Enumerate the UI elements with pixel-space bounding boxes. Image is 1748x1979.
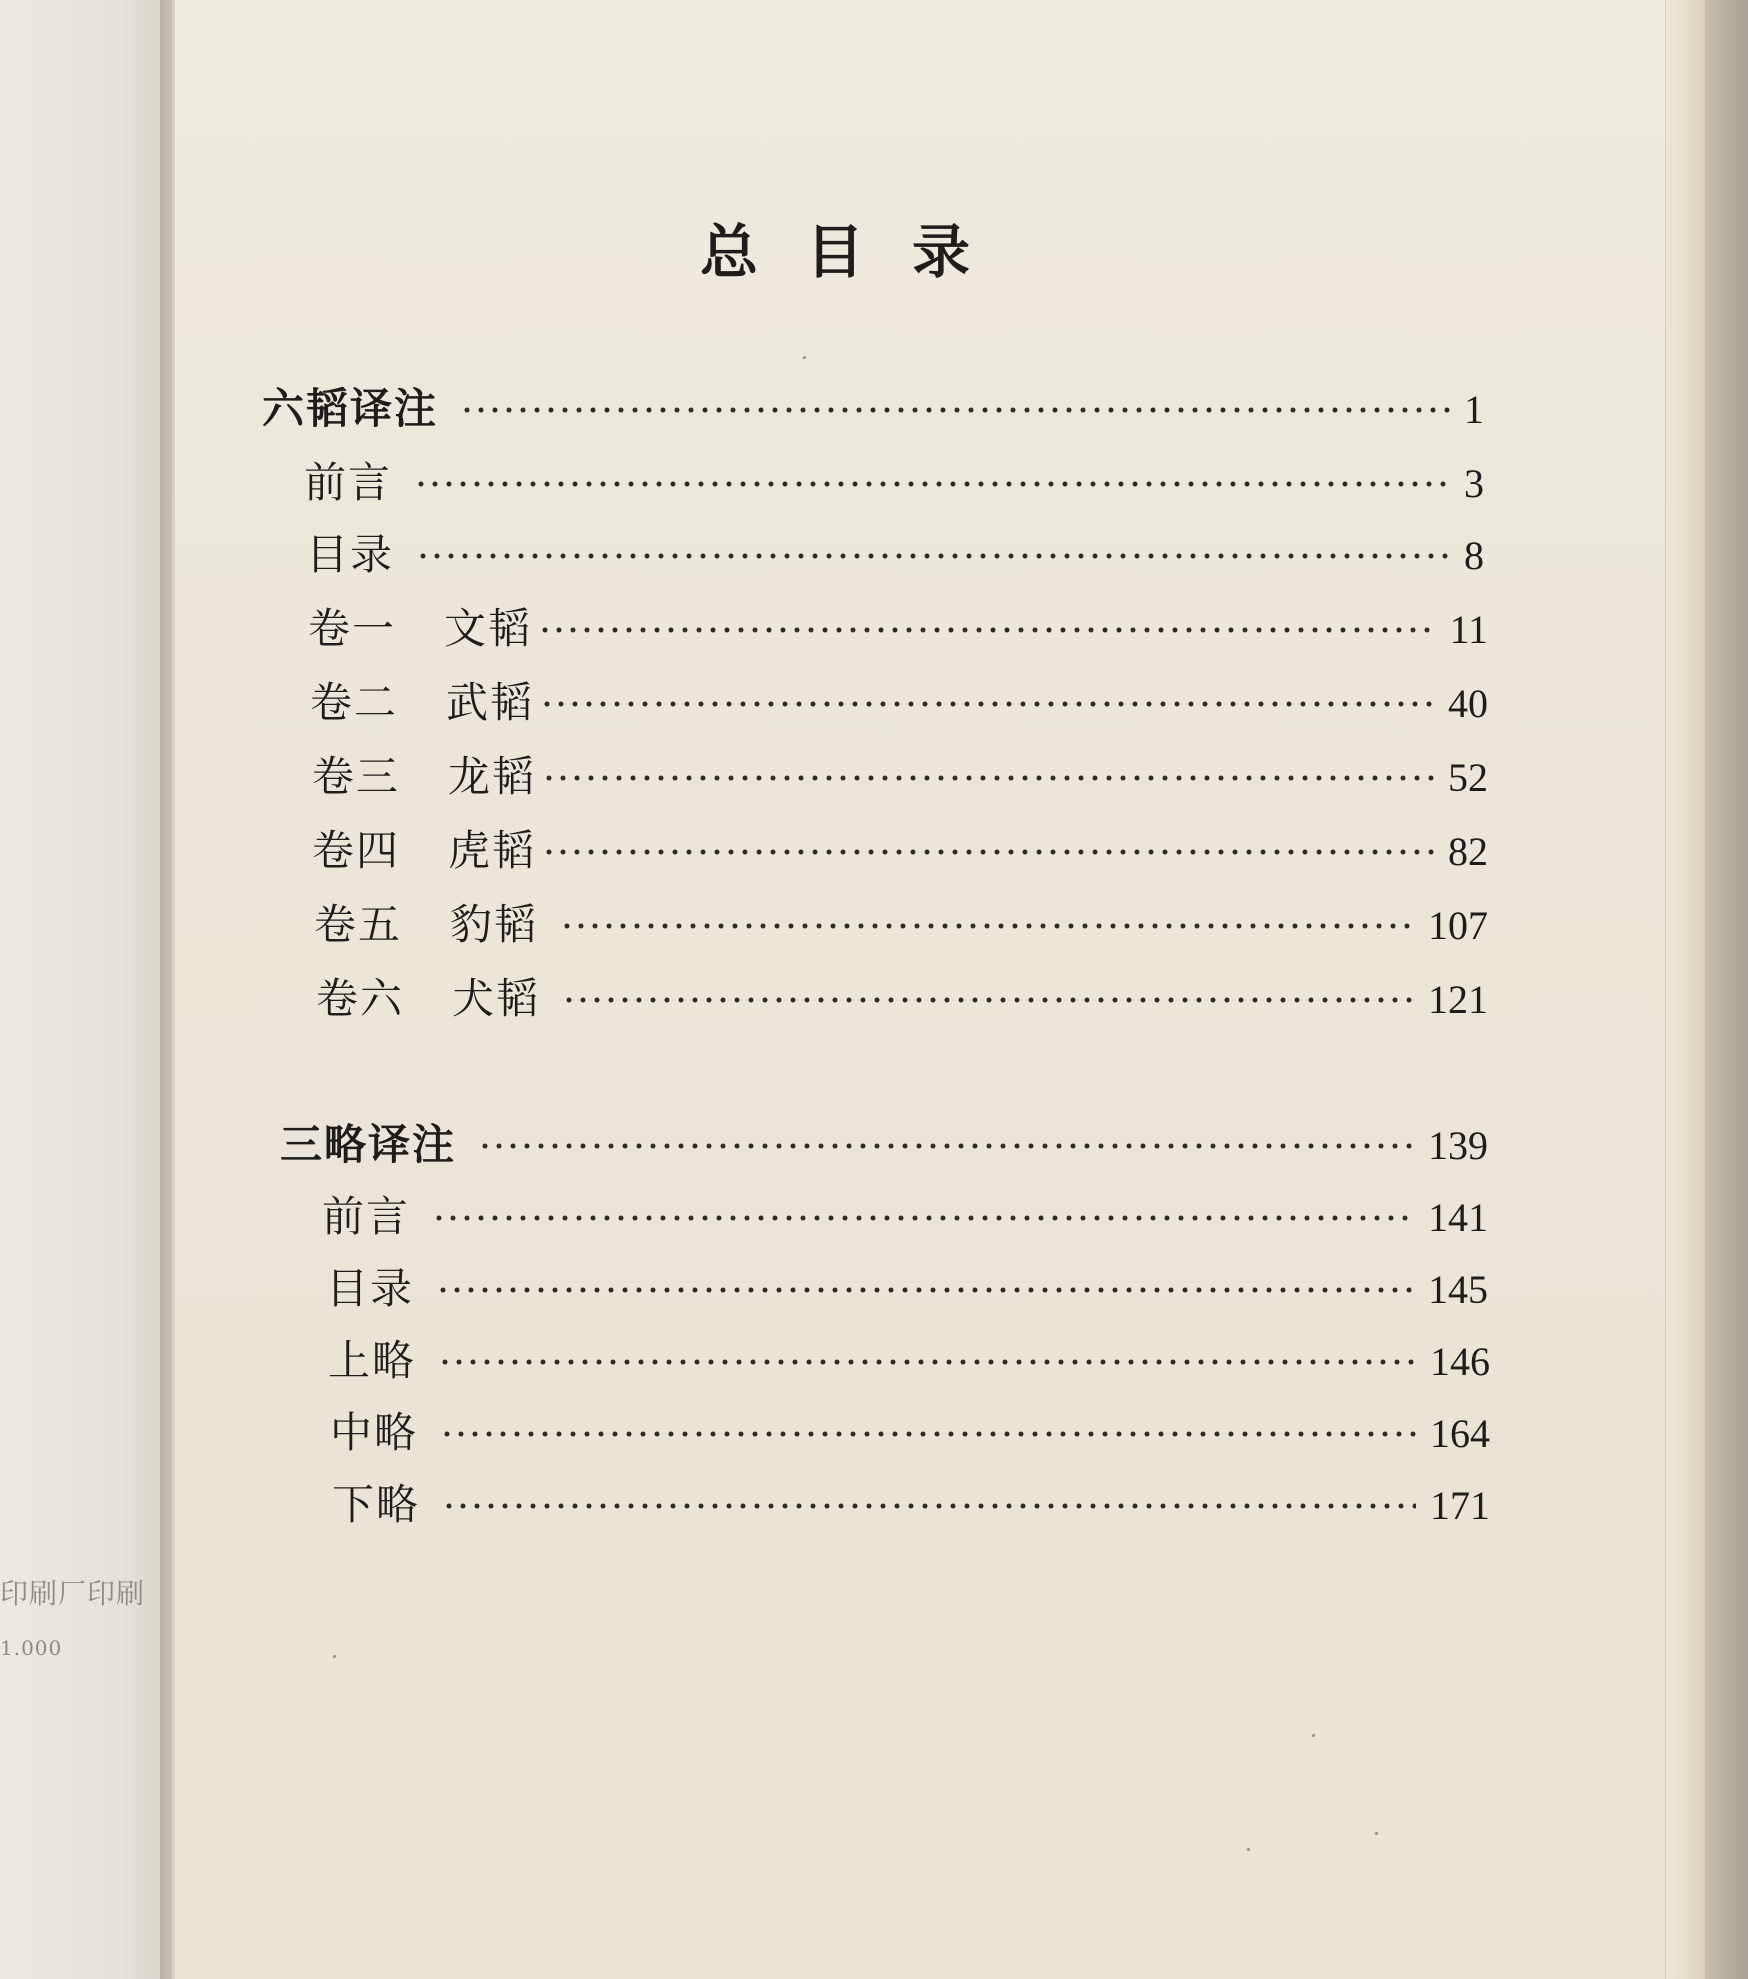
dot-leader [538, 626, 1435, 634]
toc-chapter: 武韬 [446, 678, 535, 727]
toc-section-heading[interactable] [280, 1112, 1488, 1168]
toc-chapter: 犬韬 [452, 974, 541, 1023]
toc-entry-label [308, 596, 532, 656]
toc-entry-label: 六韬译注 [262, 384, 439, 433]
dot-leader [542, 848, 1434, 856]
toc-entry[interactable] [316, 966, 1488, 1022]
toc-chapter: 豹韬 [450, 900, 539, 949]
toc-page-number: 141 [1428, 1195, 1488, 1240]
toc-entry[interactable] [314, 892, 1488, 948]
dot-leader [562, 996, 1414, 1004]
toc-volume: 卷六 [316, 974, 405, 1023]
dot-leader [438, 1358, 1416, 1366]
toc-page-number: 1 [1464, 387, 1484, 432]
toc-entry-label: 前言 [322, 1192, 411, 1241]
toc-volume: 卷五 [314, 900, 403, 949]
toc-entry-label: 三略译注 [280, 1120, 457, 1169]
toc-section-heading[interactable] [262, 376, 1484, 432]
dot-leader [542, 774, 1434, 782]
dot-leader [478, 1142, 1414, 1150]
toc-page-number: 146 [1430, 1339, 1490, 1384]
toc-entry[interactable] [326, 1256, 1488, 1312]
dot-leader [560, 922, 1414, 930]
toc-page-number: 145 [1428, 1267, 1488, 1312]
toc-page-number: 52 [1448, 755, 1488, 800]
toc-entry[interactable] [306, 522, 1484, 578]
dot-leader [414, 480, 1450, 488]
toc-entry-label: 中略 [330, 1408, 419, 1457]
imprint-number: 1.000 [0, 1636, 63, 1660]
left-page [0, 0, 172, 1979]
toc-entry[interactable] [310, 670, 1488, 726]
dot-leader [440, 1430, 1416, 1438]
book-cover-edge [1705, 0, 1748, 1979]
dot-leader [460, 406, 1450, 414]
page-title: 总目录 [700, 218, 1019, 286]
paper-speck [803, 356, 806, 359]
paper-speck [1312, 1734, 1315, 1737]
toc-page-number: 164 [1430, 1411, 1490, 1456]
toc-volume: 卷三 [312, 752, 401, 801]
dot-leader [432, 1214, 1414, 1222]
toc-page-number: 107 [1428, 903, 1488, 948]
paper-speck [1375, 1832, 1378, 1835]
page-edge [1687, 0, 1705, 1979]
toc-entry-label: 目录 [326, 1264, 415, 1313]
toc-page-number: 139 [1428, 1123, 1488, 1168]
toc-volume: 卷四 [312, 826, 401, 875]
dot-leader [540, 700, 1434, 708]
imprint-text: 印刷厂印刷 [0, 1577, 146, 1610]
dot-leader [442, 1502, 1416, 1510]
toc-entry-label [312, 818, 536, 878]
toc-volume: 卷二 [310, 678, 399, 727]
toc-entry[interactable] [330, 1400, 1490, 1456]
toc-page-number: 121 [1428, 977, 1488, 1022]
toc-chapter: 文韬 [444, 604, 533, 653]
toc-page-number: 3 [1464, 461, 1484, 506]
toc-page-number: 171 [1430, 1483, 1490, 1528]
toc-entry-label: 前言 [304, 458, 393, 507]
toc-entry-label: 上略 [328, 1336, 417, 1385]
toc-chapter: 龙韬 [448, 752, 537, 801]
toc-entry-label [316, 966, 540, 1026]
toc-page-number: 8 [1464, 533, 1484, 578]
toc-entry[interactable] [304, 450, 1484, 506]
toc-page-number: 40 [1448, 681, 1488, 726]
toc-entry[interactable] [328, 1328, 1490, 1384]
toc-chapter: 虎韬 [448, 826, 537, 875]
toc-entry[interactable] [312, 818, 1488, 874]
toc-entry[interactable] [312, 744, 1488, 800]
toc-entry-label [314, 892, 538, 952]
paper-speck [333, 1655, 336, 1658]
toc-page-number: 82 [1448, 829, 1488, 874]
dot-leader [436, 1286, 1414, 1294]
toc-entry[interactable] [322, 1184, 1488, 1240]
toc-volume: 卷一 [308, 604, 397, 653]
toc-entry-label: 下略 [332, 1480, 421, 1529]
toc-entry-label [310, 670, 534, 730]
dot-leader [416, 552, 1450, 560]
toc-page-number: 11 [1449, 607, 1488, 652]
page-edge [1665, 0, 1688, 1979]
toc-entry[interactable] [332, 1472, 1490, 1528]
toc-entry-label [312, 744, 536, 804]
paper-speck [1247, 1848, 1250, 1851]
toc-entry-label: 目录 [306, 530, 395, 579]
toc-entry[interactable] [308, 596, 1488, 652]
